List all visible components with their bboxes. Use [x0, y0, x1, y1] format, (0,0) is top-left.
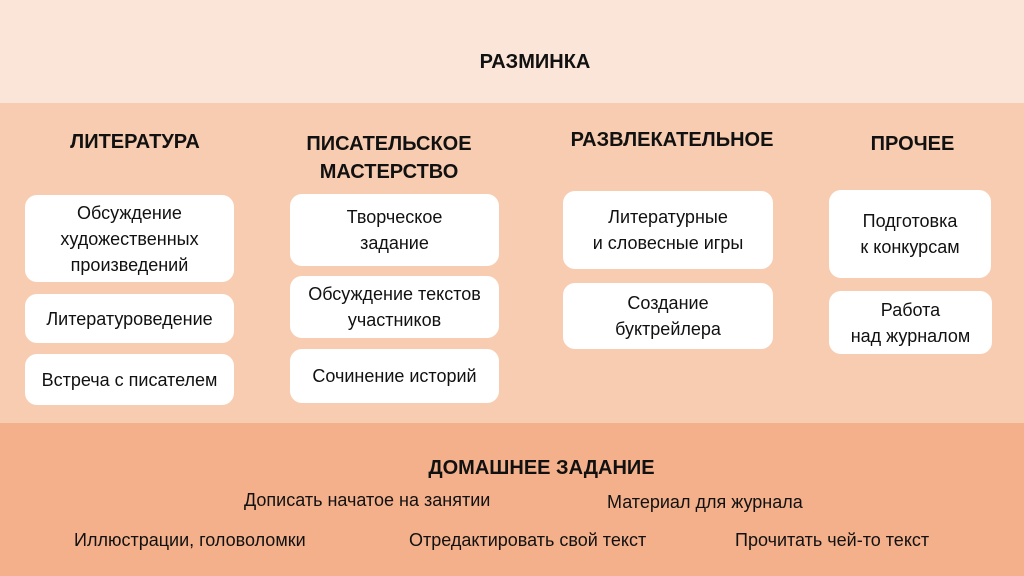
item-writer-meeting: Встреча с писателем — [25, 354, 234, 405]
item-word-games: Литературные и словесные игры — [563, 191, 773, 269]
homework-item: Материал для журнала — [607, 492, 803, 512]
homework-item: Прочитать чей-то текст — [735, 530, 930, 550]
item-literary-studies: Литературоведение — [25, 294, 234, 343]
homework-item: Иллюстрации, головоломки — [74, 530, 306, 550]
homework-band — [0, 423, 1024, 576]
item-discussion-works: Обсуждение художественных произведений — [25, 195, 234, 282]
column-title-writing-skill: ПИСАТЕЛЬСКОЕ МАСТЕРСТВО — [306, 133, 472, 183]
item-discussion-texts: Обсуждение текстов участников — [290, 276, 499, 338]
item-story-writing: Сочинение историй — [290, 349, 499, 403]
warmup-title: РАЗМИНКА — [479, 51, 591, 73]
item-journal-work: Работа над журналом — [829, 291, 992, 354]
item-book-trailer: Создание буктрейлера — [563, 283, 773, 349]
homework-item: Дописать начатое на занятии — [244, 490, 491, 510]
column-title-literature: ЛИТЕРАТУРА — [70, 131, 200, 153]
item-contest-prep: Подготовка к конкурсам — [829, 190, 991, 278]
column-title-entertainment: РАЗВЛЕКАТЕЛЬНОЕ — [570, 129, 774, 151]
item-creative-task: Творческое задание — [290, 194, 499, 266]
column-title-other: ПРОЧЕЕ — [870, 133, 955, 155]
homework-title: ДОМАШНЕЕ ЗАДАНИЕ — [428, 457, 655, 479]
homework-item: Отредактировать свой текст — [409, 530, 647, 550]
